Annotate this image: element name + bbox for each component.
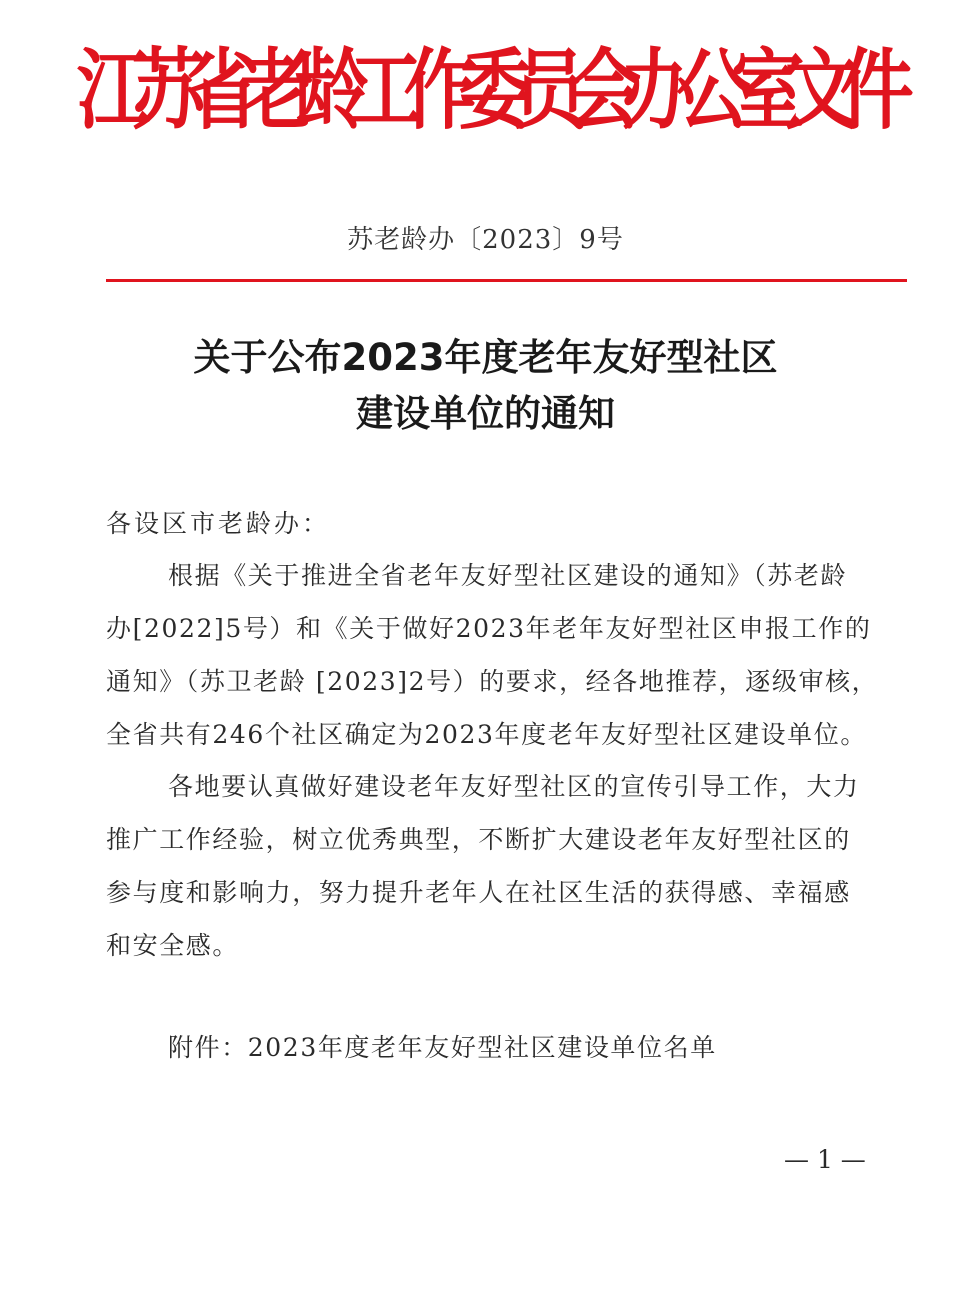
document-number: 苏老龄办〔2023〕9号 bbox=[347, 225, 624, 255]
paragraph-1-line-3: 通知》（苏卫老龄 [2023]2号）的要求，经各地推荐，逐级审核， bbox=[106, 667, 879, 696]
red-divider-line bbox=[106, 279, 907, 282]
paragraph-2-line-3: 参与度和影响力，努力提升老年人在社区生活的获得感、幸福感 bbox=[106, 878, 851, 907]
paragraph-2-line-4: 和安全感。 bbox=[106, 931, 240, 960]
paragraph-1-line-1: 根据《关于推进全省老年友好型社区建设的通知》（苏老龄 bbox=[168, 561, 848, 590]
page-number: — 1 — bbox=[784, 1145, 866, 1174]
paragraph-2-line-1: 各地要认真做好建设老年友好型社区的宣传引导工作，大力 bbox=[168, 772, 860, 801]
paragraph-1-line-4: 全省共有246个社区确定为2023年度老年友好型社区建设单位。 bbox=[106, 720, 867, 749]
paragraph-2-line-2: 推广工作经验，树立优秀典型，不断扩大建设老年友好型社区的 bbox=[106, 825, 851, 854]
document-title-line-1: 关于公布2023年度老年友好型社区 bbox=[193, 336, 778, 379]
paragraph-1-line-2: 办[2022]5号）和《关于做好2023年老年友好型社区申报工作的 bbox=[106, 614, 872, 643]
document-title-line-2: 建设单位的通知 bbox=[356, 392, 615, 435]
salutation: 各设区市老龄办： bbox=[106, 509, 331, 538]
issuing-authority-header: 江苏省老龄工作委员会办公室文件 bbox=[76, 40, 895, 142]
attachment-note: 附件：2023年度老年友好型社区建设单位名单 bbox=[168, 1033, 717, 1062]
